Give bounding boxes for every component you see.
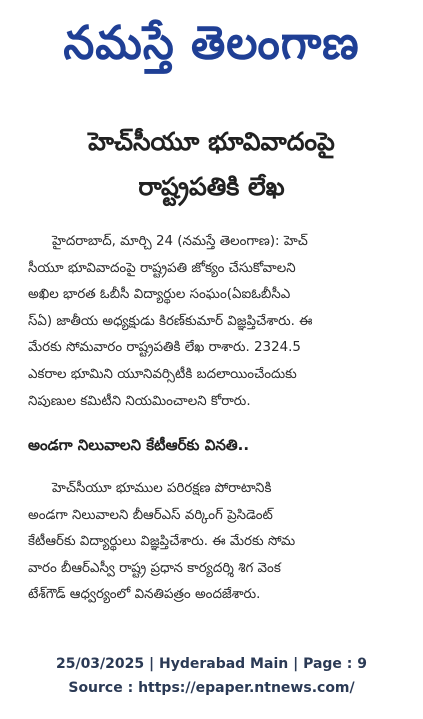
paragraph-line: అండగా నిలువాలని బీఆర్‌ఎస్ వర్కింగ్ ప్రెసిడెంట్	[28, 507, 273, 523]
paragraph-line: స్‌ఏ) జాతీయ అధ్యక్షుడు కిరణ్‌కుమార్ విజ్ఞప్తిచేశారు. ఈ	[28, 313, 313, 329]
paragraph-line: హెచ్‌సీయూ భూముల పరిరక్షణ పోరాటానికి	[52, 481, 272, 496]
paragraph-line: హైదరాబాద్, మార్చి 24 (నమస్తే తెలంగాణ): హెచ్	[52, 234, 308, 249]
headline-line-2: రాష్ట్రపతికి లేఖ	[138, 172, 285, 201]
source-link[interactable]: Source : https://epaper.ntnews.com/	[68, 680, 355, 696]
paragraph-line: నిపుణుల కమిటీని నియమించాలని కోరారు.	[28, 393, 251, 409]
paragraph-line: ఎకరాల భూమిని యూనివర్సిటీకి బదలాయించేందుకు	[28, 366, 297, 382]
paragraph-line: సీయూ భూవివాదంపై రాష్ట్రపతి జోక్యం చేసుకోవాలని	[28, 260, 296, 276]
article-subheading: అండగా నిలువాలని కేటీఆర్‌కు వినతి..	[28, 436, 250, 454]
paragraph-line: టేశ్‌గౌడ్ ఆధ్వర్యంలో వినతిపత్రం అందజేశారు.	[28, 587, 261, 603]
headline-line-1: హెచ్‌సీయూ భూవివాదంపై	[88, 127, 335, 156]
paragraph-line: మేరకు సోమవారం రాష్ట్రపతికి లేఖ రాశారు. 2324.5	[28, 340, 301, 356]
newspaper-masthead	[0, 0, 423, 98]
edition-info: 25/03/2025 | Hyderabad Main | Page : 9	[55, 656, 368, 672]
paragraph-line: కేటీఆర్‌కు విద్యార్థులు విజ్ఞప్తిచేశారు. ఈ మేరకు సోమ	[28, 534, 296, 550]
article-paragraph-1	[28, 229, 396, 415]
paragraph-line: వారం బీఆర్‌ఎస్వీ రాష్ట్ర ప్రధాన కార్యదర్శి శిగ వెంక	[28, 560, 281, 576]
paragraph-line: అఖిల భారత ఓబీసీ విద్యార్థుల సంఘం(ఏఐఓబీసీఎ	[28, 287, 291, 303]
masthead-title: నమస్తే తెలంగాణ	[63, 16, 360, 70]
article-paragraph-2	[28, 476, 396, 609]
